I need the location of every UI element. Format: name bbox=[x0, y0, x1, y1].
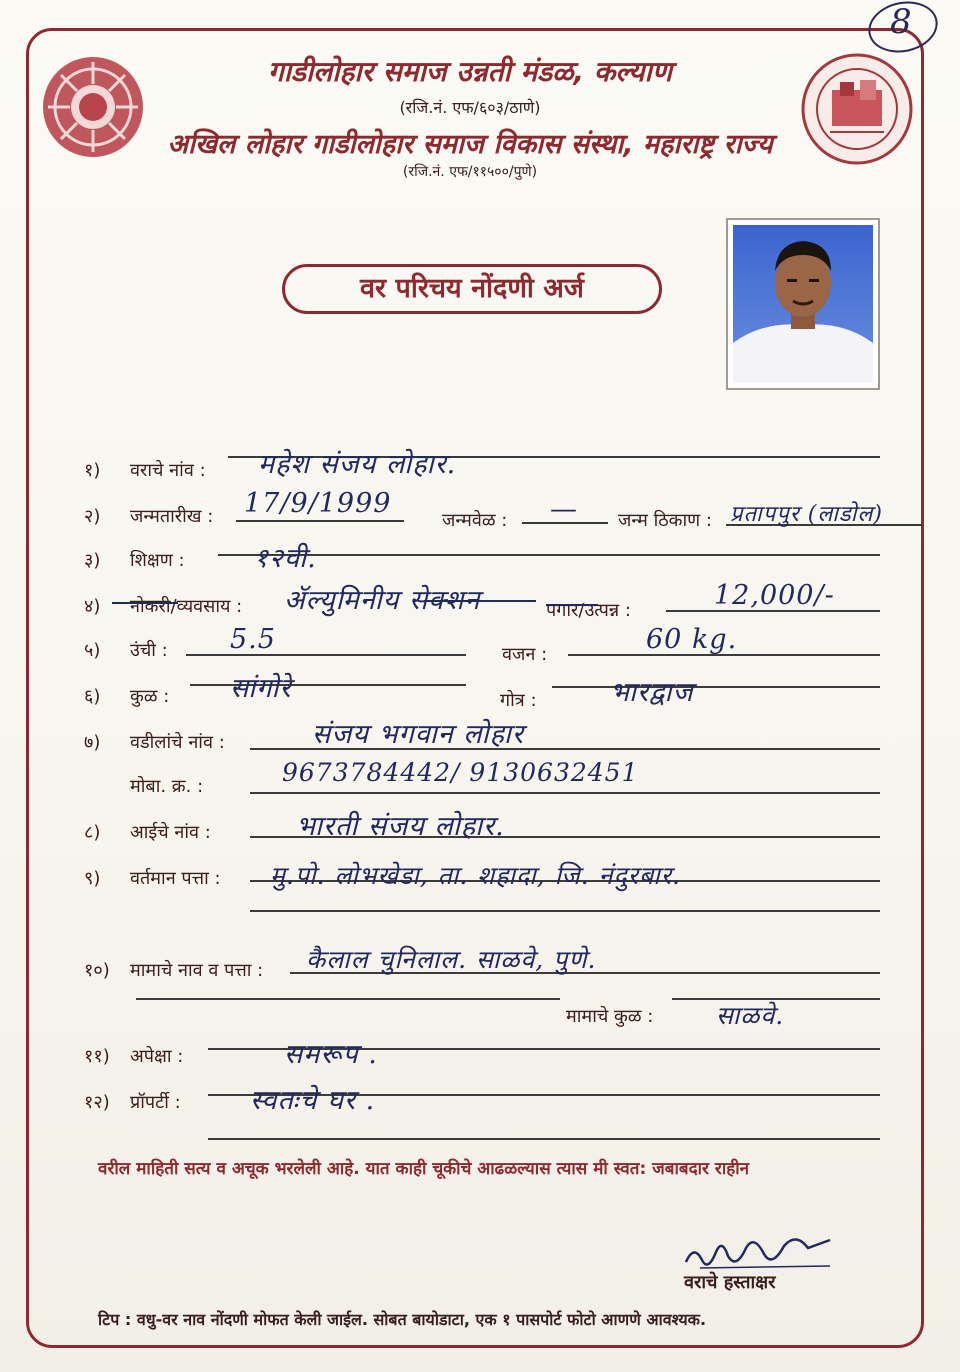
salary-strikethrough bbox=[546, 604, 598, 606]
field-5-label: उंची : bbox=[130, 640, 168, 661]
field-3-line bbox=[218, 554, 880, 556]
organization-1-registration: (रजि.नं. एफ/६०३/ठाणे) bbox=[399, 98, 541, 117]
field-9-number: ९) bbox=[84, 868, 101, 889]
birth-time-value[interactable]: — bbox=[550, 494, 578, 525]
field-2-number: २) bbox=[84, 506, 101, 527]
right-emblem-seal bbox=[800, 52, 914, 166]
field-8-number: ८) bbox=[84, 822, 101, 843]
address-value[interactable]: मु.पो. लोभखेडा, ता. शहादा, जि. नंदुरबार. bbox=[270, 861, 681, 890]
mobile-line bbox=[250, 792, 880, 794]
field-3-label: शिक्षण : bbox=[130, 550, 185, 571]
field-2-line bbox=[236, 520, 404, 522]
height-line bbox=[186, 654, 466, 656]
mobile-label: मोबा. क्र. : bbox=[130, 776, 204, 797]
field-8-label: आईचे नांव : bbox=[130, 822, 211, 843]
field-4-label: नोकरी/व्यवसाय : bbox=[130, 596, 243, 617]
form-title: वर परिचय नोंदणी अर्ज bbox=[282, 264, 662, 314]
page-number: 8 bbox=[890, 2, 912, 42]
occupation-strikethrough bbox=[424, 600, 536, 602]
field-10-number: १०) bbox=[84, 960, 110, 981]
mother-name-value[interactable]: भारती संजय लोहार. bbox=[296, 811, 505, 842]
field-11-label: अपेक्षा : bbox=[130, 1046, 184, 1067]
weight-label: वजन : bbox=[502, 644, 548, 665]
income-label: पगार/उत्पन्न : bbox=[546, 600, 631, 621]
organization-2-registration: (रजि.नं. एफ/११५००/पुणे) bbox=[402, 164, 538, 180]
birth-date-value[interactable]: 17/9/1999 bbox=[244, 488, 392, 519]
field-11-number: ११) bbox=[84, 1046, 110, 1067]
field-10-label: मामाचे नाव व पत्ता : bbox=[130, 960, 264, 981]
field-6-label: कुळ : bbox=[130, 686, 170, 707]
uncle-name-address-value[interactable]: कैलाल चुनिलाल. साळवे, पुणे. bbox=[306, 945, 597, 974]
field-5-number: ५) bbox=[84, 640, 101, 661]
mobile-value[interactable]: 9673784442/ 9130632451 bbox=[282, 758, 639, 787]
field-1-label: वराचे नांव : bbox=[130, 460, 206, 481]
property-line-2 bbox=[208, 1138, 880, 1140]
field-1-number: १) bbox=[84, 460, 101, 481]
field-3-number: ३) bbox=[84, 550, 101, 571]
field-6-number: ६) bbox=[84, 686, 101, 707]
field-12-number: १२) bbox=[84, 1092, 110, 1113]
property-value[interactable]: स्वतःचे घर . bbox=[250, 1085, 376, 1116]
weight-value[interactable]: 60 kg. bbox=[646, 624, 738, 655]
field-7-number: ७) bbox=[84, 732, 101, 753]
field-9-label: वर्तमान पत्ता : bbox=[130, 868, 221, 889]
field-7-label: वडीलांचे नांव : bbox=[130, 732, 225, 753]
groom-name-value[interactable]: महेश संजय लोहार. bbox=[258, 449, 457, 480]
birth-time-label: जन्मवेळ : bbox=[442, 510, 508, 531]
field-4-strikethrough bbox=[112, 602, 178, 604]
gotra-value[interactable]: भारद्वाज bbox=[610, 677, 694, 708]
expectation-value[interactable]: समरूप . bbox=[284, 1039, 378, 1070]
footer-note: टिप : वधु-वर नाव नोंदणी मोफत केली जाईल. सोबत बायोडाटा, एक १ पासपोर्ट फोटो आणणे आवश्यक. bbox=[98, 1310, 707, 1329]
education-value[interactable]: १२वी. bbox=[254, 543, 317, 574]
address-line-2 bbox=[250, 910, 880, 912]
organization-1-name: गाडीलोहार समाज उन्नती मंडळ, कल्याण bbox=[268, 55, 672, 88]
field-12-label: प्रॉपर्टी : bbox=[130, 1092, 181, 1113]
signature-label: वराचे हस्ताक्षर bbox=[684, 1272, 776, 1293]
gotra-label: गोत्र : bbox=[500, 690, 537, 711]
uncle-clan-label: मामाचे कुळ : bbox=[566, 1006, 654, 1027]
photo-image bbox=[733, 225, 873, 383]
income-value[interactable]: 12,000/- bbox=[714, 580, 835, 611]
field-2-label: जन्मतारीख : bbox=[130, 506, 214, 527]
organization-2-name: अखिल लोहार गाडीलोहार समाज विकास संस्था, महाराष्ट्र राज्य bbox=[167, 129, 773, 160]
declaration-text: वरील माहिती सत्य व अचूक भरलेली आहे. यात काही चूकीचे आढळल्यास त्यास मी स्वत: जबाबदार राहीन bbox=[98, 1159, 750, 1179]
field-4-number: ४) bbox=[84, 596, 101, 617]
clan-value[interactable]: सांगोरे bbox=[230, 673, 292, 704]
height-value[interactable]: 5.5 bbox=[230, 624, 276, 655]
uncle-address-line-2 bbox=[136, 998, 560, 1000]
birth-place-label: जन्म ठिकाण : bbox=[618, 510, 712, 531]
occupation-value[interactable]: ॲल्युमिनीय सेक्शन bbox=[284, 585, 481, 616]
father-name-value[interactable]: संजय भगवान लोहार bbox=[312, 719, 524, 750]
uncle-clan-value[interactable]: साळवे. bbox=[716, 1001, 785, 1030]
left-emblem-logo bbox=[40, 54, 146, 160]
passport-photo bbox=[726, 218, 880, 390]
birth-place-value[interactable]: प्रतापपुर (लाडोल) bbox=[730, 502, 883, 527]
gotra-line bbox=[552, 686, 880, 688]
